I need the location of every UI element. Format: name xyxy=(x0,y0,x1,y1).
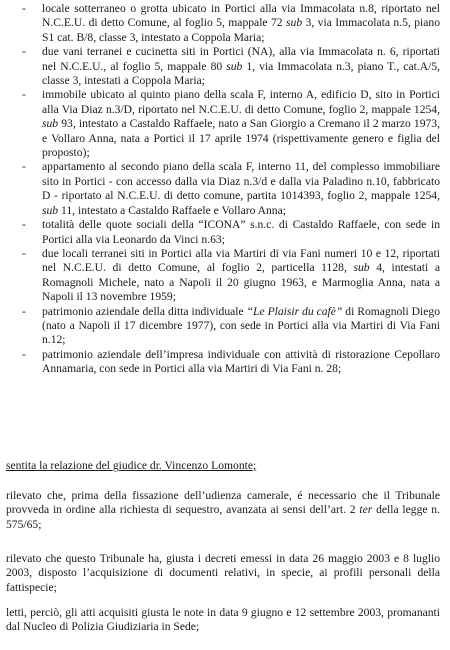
list-item xyxy=(22,348,440,377)
list-item xyxy=(22,218,440,247)
list-item-text: due vani terranei e cucinetta siti in Portici (NA), alla via Immacolata n. 6, riportati nel N.C.E.U., al foglio 5, mappale 80 sub 1, via Immacolata n.3, piano T., cat.A/5, classe 3, intestati a Coppola Maria; xyxy=(42,45,440,88)
list-dash: - xyxy=(22,88,26,102)
list-item-text: patrimonio aziendale della ditta individuale “Le Plaisir du cafè” di Romagnoli Diego (nato a Napoli il 17 dicembre 1977), con sede in Portici alla via Martiri di Via Fani n.12; xyxy=(42,304,441,347)
paragraph-rilevato-1: rilevato che, prima della fissazione dell’udienza camerale, é necessario che il Tribunale provveda in ordine alla richiesta di sequestro, avanzata ai sensi dell’art. 2 ter della legge n. 575/65; xyxy=(6,489,441,531)
paragraph-sentita-text: sentita la relazione del giudice dr. Vincenzo Lomonte; xyxy=(6,459,257,472)
list-item xyxy=(22,247,440,305)
list-dash: - xyxy=(22,347,26,361)
list-item xyxy=(22,2,440,45)
list-dash: - xyxy=(22,246,26,260)
paragraph-rilevato-2: rilevato che questo Tribunale ha, giusta i decreti emessi in data 26 maggio 2003 e 8 luglio 2003, disposto l’acquisizione di documenti relativi, in specie, ai profili personali della fattispecie; xyxy=(6,552,440,594)
list-dash: - xyxy=(22,2,26,15)
list-dash: - xyxy=(22,45,26,59)
list-item xyxy=(22,45,440,88)
list-item xyxy=(22,305,440,348)
list-item-text: patrimonio aziendale dell’impresa individuale con attività di ristorazione Cepollaro Annamaria, con sede in Portici alla via Martiri di Via Fani n. 28; xyxy=(42,347,440,376)
list-item xyxy=(22,88,440,160)
list-item-text: totalità delle quote sociali della “ICONA” s.n.c. di Castaldo Raffaele, con sede in Portici alla via Leonardo da Vinci n.63; xyxy=(42,218,440,246)
paragraph-letti: letti, perciò, gli atti acquisiti giusta le note in data 9 giugno e 12 settembre 2003, promananti dal Nucleo di Polizia Giudiziaria in Sede; xyxy=(6,606,440,634)
list-item-text: immobile ubicato al quinto piano della scala F, interno A, edificio D, sito in Portici alla Via Diaz n.3/D, riportato nel N.C.E.U. di detto Comune, foglio 2, mappale 1254, sub 93, intestato a Castaldo Raffaele, nato a San Giorgio a Cremano il 2 marzo 1973, e Vollaro Anna, nata a Portici il 17 aprile 1974 (rispettivamente genero e figlia del proposto); xyxy=(42,88,440,160)
paragraph-sentita xyxy=(6,459,440,473)
list-item-text: locale sotterraneo o grotta ubicato in Portici alla via Immacolata n.8, riportato nel N.C.E.U. di detto Comune, al foglio 5, mappale 72 sub 3, via Immacolata n.5, piano S1 cat. B/8, classe 3, intestato a Coppola Maria; xyxy=(42,2,440,44)
list-dash: - xyxy=(22,304,26,318)
list-item-text: due locali terranei siti in Portici alla via Martiri di via Fani numeri 10 e 12, riportati nel N.C.E.U. di detto Comune, al foglio 2, particella 1128, sub 4, intestati a Romagnoli Michele, nato a Napoli il 20 giugno 1963, e Marmoglia Anna, nata a Napoli il 13 novembre 1959; xyxy=(42,246,440,304)
list-item xyxy=(22,160,440,218)
list-dash: - xyxy=(22,160,26,174)
list-dash: - xyxy=(22,218,26,232)
assets-list xyxy=(22,2,440,377)
list-item-text: appartamento al secondo piano della scala F, interno 11, del complesso immobiliare sito in Portici - con accesso dalla via Diaz n.3/d e dalla via Paladino n.10, fabbricato D - riportato al N.C.E.U. di detto comune, partita 1014393, foglio 2, mappale 1254, sub 11, intestato a Castaldo Raffaele e Vollaro Anna; xyxy=(42,160,440,217)
